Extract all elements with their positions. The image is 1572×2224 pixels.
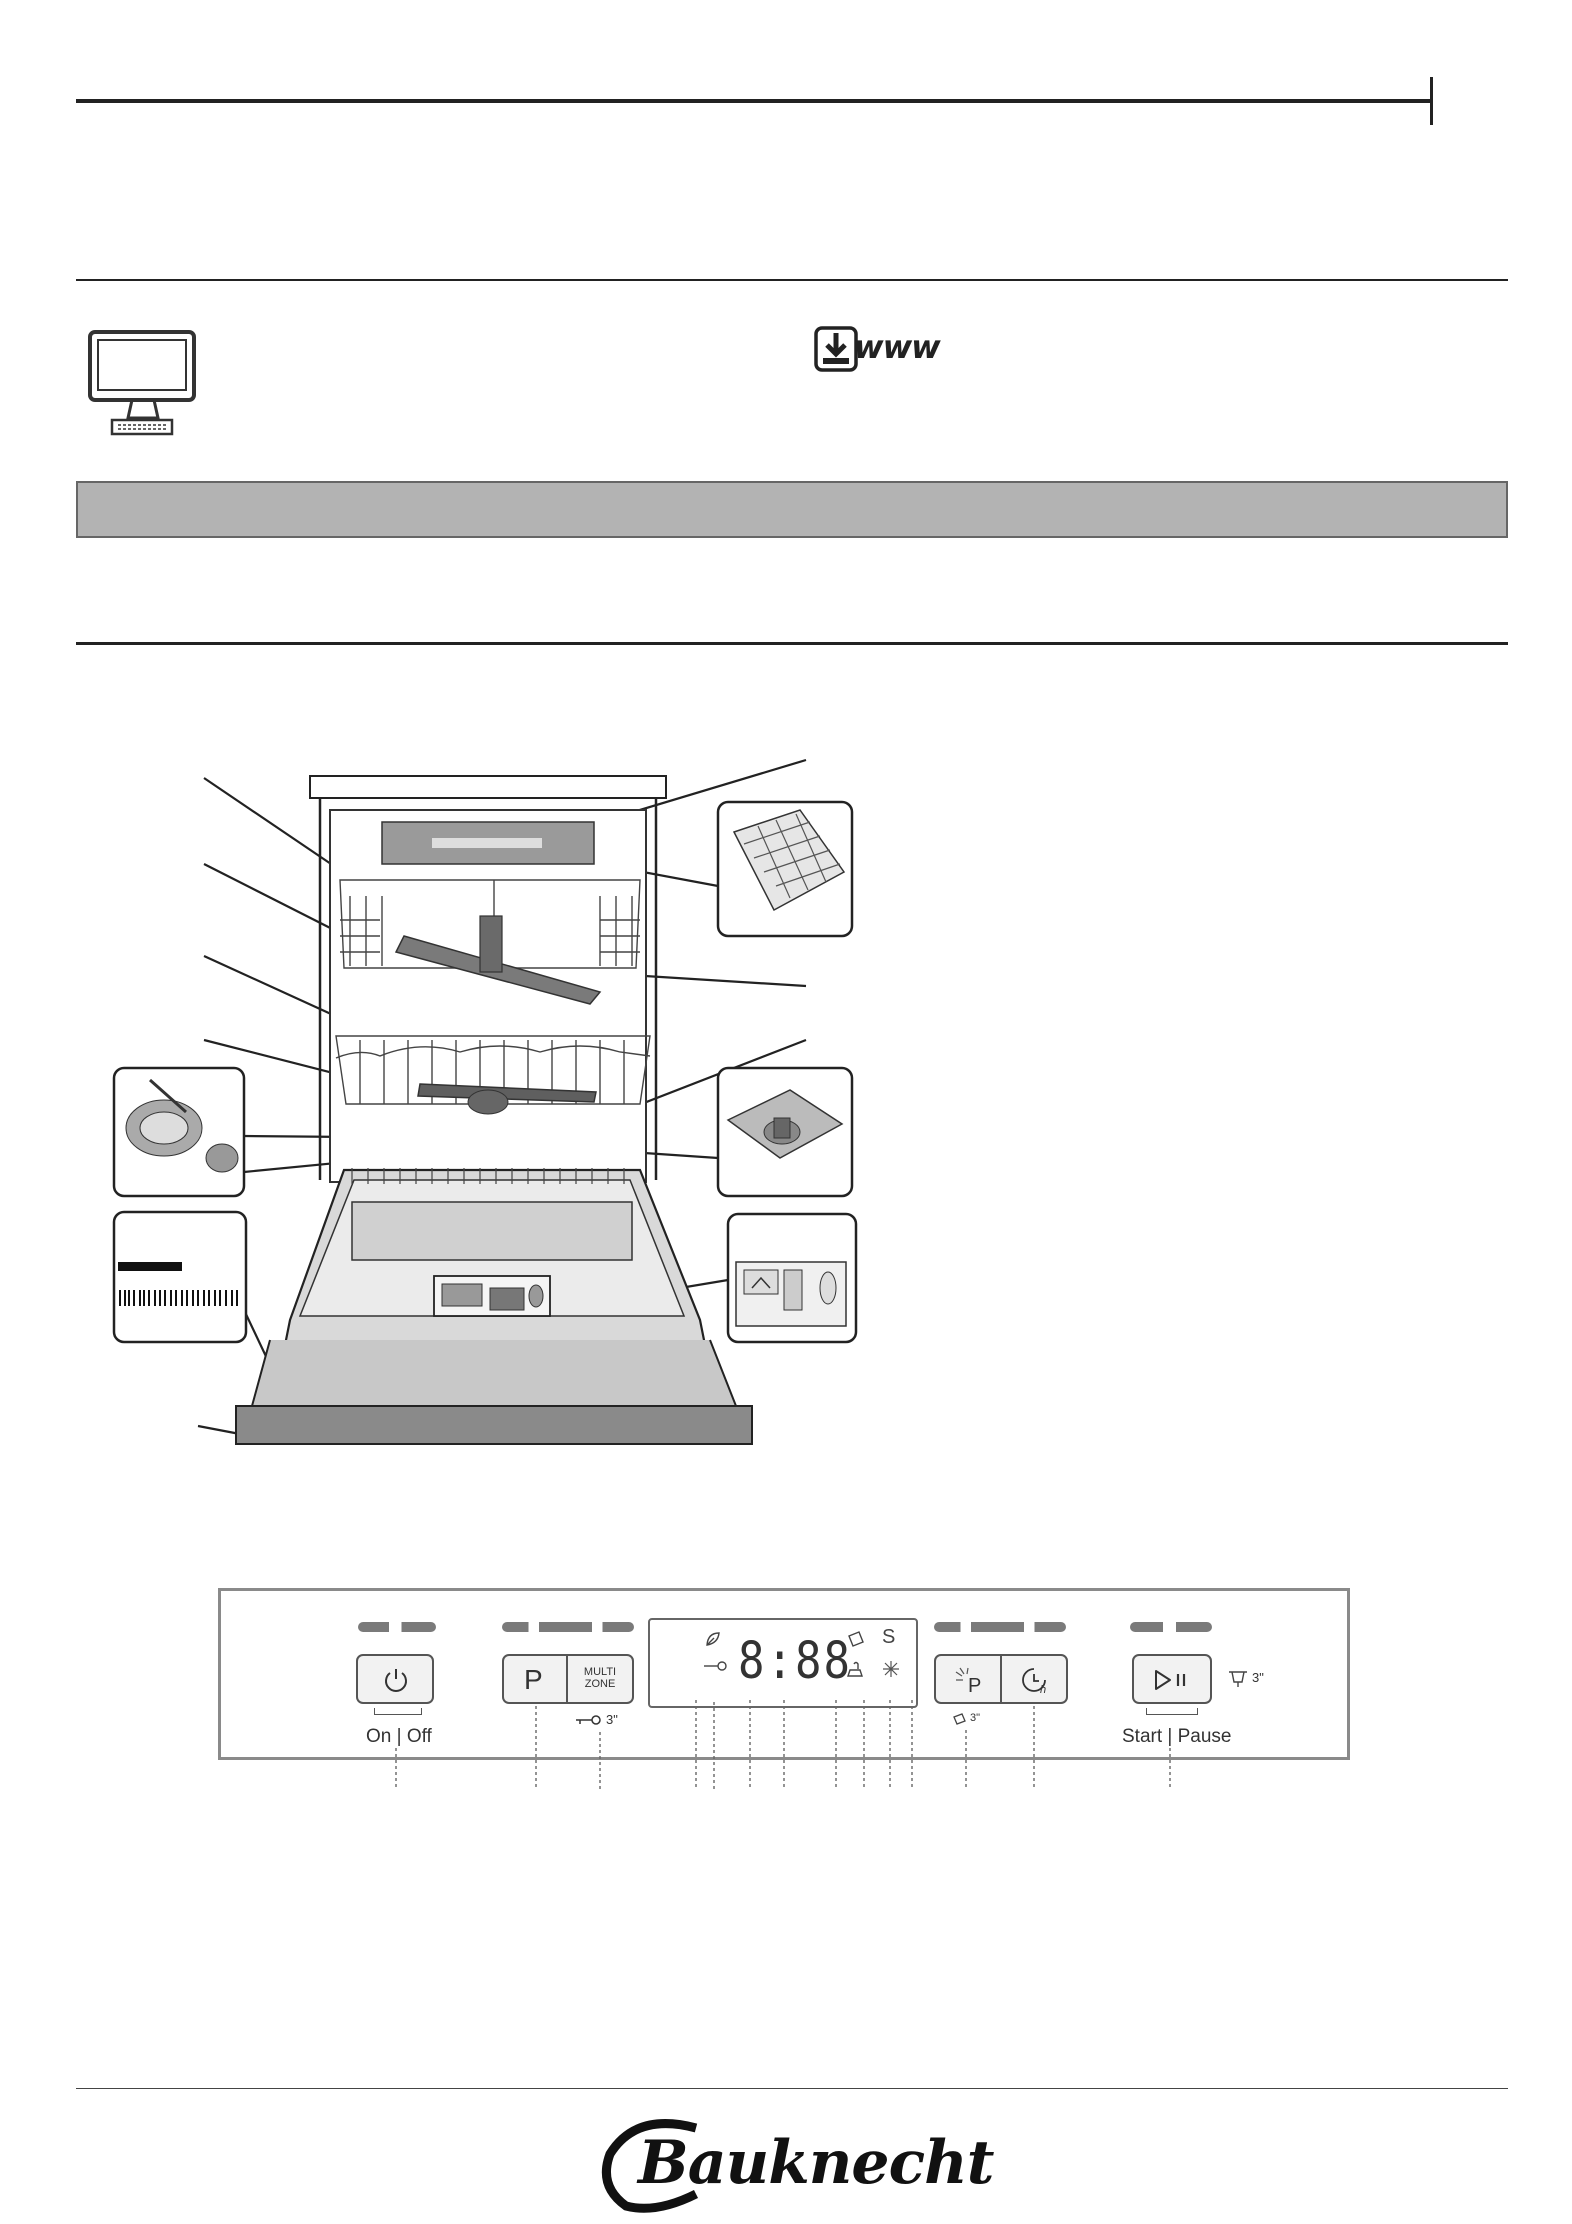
power-clean-icon [954, 1666, 986, 1696]
option-indicator [934, 1622, 1066, 1632]
on-off-button[interactable] [356, 1654, 434, 1704]
brand-logo [596, 2114, 996, 2214]
download-www-badge [814, 326, 940, 374]
display-screen [648, 1618, 918, 1708]
start-pause-button[interactable] [1132, 1654, 1212, 1704]
open-door [236, 1168, 752, 1444]
key-lock-hold: 3" [606, 1712, 618, 1727]
power-icon [382, 1666, 410, 1694]
on-off-label: On | Off [366, 1726, 432, 1747]
program-indicator [502, 1622, 634, 1632]
www-text: www [854, 328, 940, 366]
brand-name: Bauknecht [638, 2128, 994, 2198]
eco-leaf-icon [704, 1630, 722, 1648]
on-off-indicator [358, 1622, 436, 1632]
start-pause-label: Start | Pause [1122, 1726, 1232, 1747]
tablet-icon [846, 1630, 866, 1648]
section-rule-1 [76, 279, 1508, 281]
play-pause-icon [1152, 1668, 1194, 1692]
rating-plate-callout [114, 1212, 246, 1342]
power-clean-button[interactable] [934, 1654, 1002, 1704]
svg-text:h: h [1040, 1684, 1047, 1696]
delay-start-button[interactable] [1000, 1654, 1068, 1704]
filter-callout [718, 1068, 852, 1196]
display-s-indicator: S [882, 1626, 896, 1648]
panel-leader-lines [0, 1700, 1572, 1790]
section-rule-2 [76, 642, 1508, 645]
download-icon [814, 326, 858, 372]
sparkle-icon [882, 1660, 900, 1678]
start-indicator [1130, 1622, 1212, 1632]
rinse-hold-icon [1226, 1668, 1250, 1688]
rinse-hold: 3" [1252, 1670, 1264, 1685]
cutlery-tray-callout [718, 802, 852, 936]
svg-text:P: P [968, 1675, 982, 1696]
digits-readout: 8:88 [738, 1632, 852, 1691]
top-rule [76, 99, 1432, 103]
multizone-label-line1: MULTI [583, 1666, 617, 1678]
tablet-hold: 3" [970, 1712, 981, 1724]
delay-clock-icon [1020, 1666, 1052, 1696]
key-lock-display-icon [702, 1660, 728, 1672]
section-band [76, 481, 1508, 538]
salt-callout [114, 1068, 244, 1196]
dishwasher-diagram [0, 740, 880, 1450]
multizone-button[interactable] [566, 1654, 634, 1704]
rinse-aid-icon [846, 1660, 868, 1678]
program-button-label: P [524, 1664, 543, 1695]
multizone-label-line2: ZONE [584, 1678, 616, 1690]
footer-rule [76, 2088, 1508, 2089]
computer-monitor-icon [84, 328, 202, 438]
program-button[interactable] [502, 1654, 568, 1704]
dispenser-callout [728, 1214, 856, 1342]
top-rule-end-tick [1430, 77, 1433, 125]
